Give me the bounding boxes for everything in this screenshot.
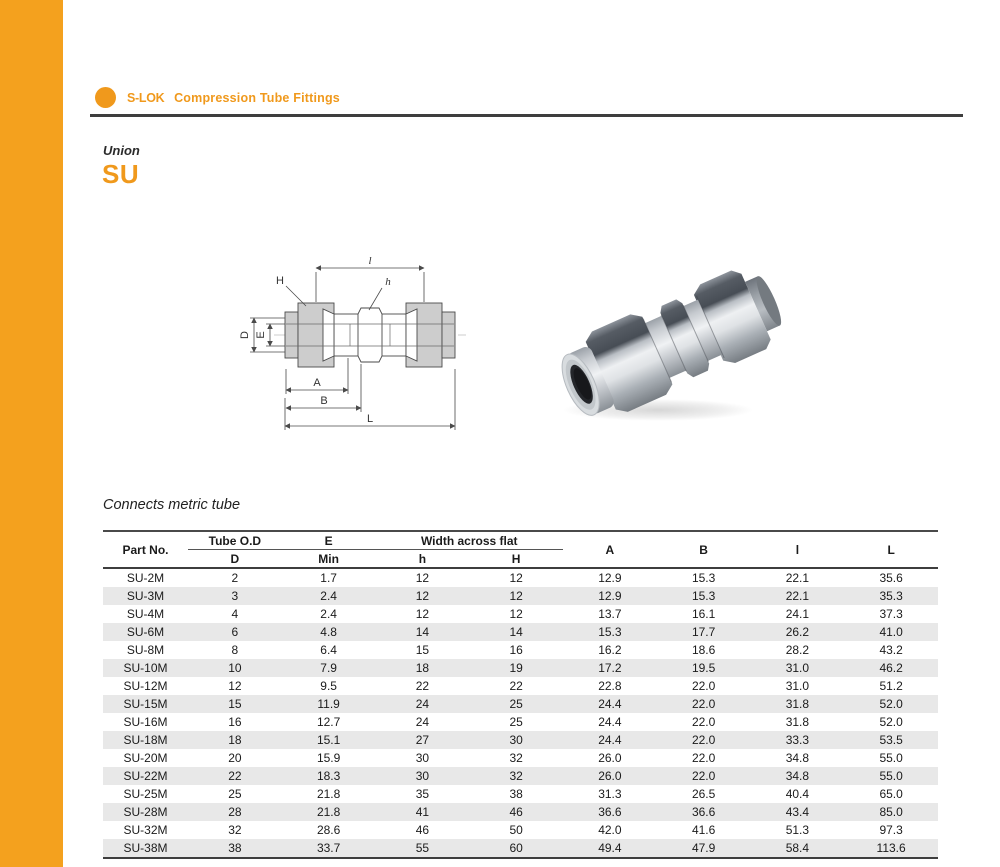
spec-table-body (103, 568, 938, 858)
cell-waf-h: 46 (415, 823, 430, 837)
cell-part-no: SU-10M (123, 661, 168, 675)
cell-l-upper: 37.3 (879, 607, 903, 621)
cell-part-no: SU-3M (126, 589, 165, 603)
cell-part-no: SU-12M (123, 679, 168, 693)
cell-l-upper: 52.0 (879, 715, 903, 729)
cell-l-upper: 35.6 (879, 571, 903, 585)
col-subheader-d: D (188, 550, 282, 569)
cell-a: 49.4 (563, 839, 657, 858)
table-row (103, 677, 938, 695)
cell-a: 31.3 (598, 787, 622, 801)
cell-b: 47.9 (657, 839, 751, 858)
table-row (103, 731, 938, 749)
cell-e-min: 21.8 (316, 805, 341, 819)
cell-e-min: 15.9 (316, 751, 341, 765)
cell-b: 22.0 (691, 751, 716, 765)
col-header-b: B (657, 531, 751, 568)
spec-table (103, 530, 938, 859)
dim-label-h: h (385, 276, 391, 288)
cell-l-upper: 55.0 (879, 751, 903, 765)
cell-b: 15.3 (691, 589, 716, 603)
table-caption: Connects metric tube (103, 497, 241, 513)
cell-l-upper: 35.3 (879, 589, 903, 603)
cell-e-min: 21.8 (316, 787, 341, 801)
cell-tube-od-d: 22 (228, 769, 242, 783)
spec-table-container (103, 530, 938, 859)
cell-l-lower: 22.1 (785, 589, 810, 603)
col-header-e: E (282, 531, 376, 550)
cell-tube-od-d: 16 (228, 715, 242, 729)
cell-part-no: SU-38M (103, 839, 188, 858)
cell-waf-h: 55 (376, 839, 470, 858)
col-subheader-h-cap: H (469, 550, 563, 569)
col-subheader-min: Min (282, 550, 376, 569)
cell-tube-od-d: 18 (228, 733, 242, 747)
cell-part-no: SU-15M (123, 697, 168, 711)
dim-label-H: H (276, 275, 284, 287)
cell-l-lower: 26.2 (785, 625, 810, 639)
cell-e-min: 18.3 (316, 769, 341, 783)
cell-waf-h: 27 (415, 733, 430, 747)
cell-l-lower: 22.1 (785, 571, 810, 585)
cell-l-lower: 33.3 (785, 733, 810, 747)
cell-part-no: SU-2M (126, 571, 165, 585)
cell-tube-od-d: 15 (228, 697, 242, 711)
cell-waf-h: 30 (415, 769, 430, 783)
cell-a: 15.3 (598, 625, 622, 639)
cell-part-no: SU-6M (126, 625, 165, 639)
cell-a: 16.2 (598, 643, 622, 657)
cell-e-min: 6.4 (320, 643, 337, 657)
cell-waf-h-cap: 19 (509, 661, 523, 675)
cell-a: 36.6 (598, 805, 622, 819)
cell-b: 18.6 (691, 643, 716, 657)
cell-a: 12.9 (598, 571, 622, 585)
cell-l-lower: 31.0 (785, 661, 810, 675)
cell-b: 41.6 (691, 823, 716, 837)
cell-a: 12.9 (598, 589, 622, 603)
cell-part-no: SU-16M (123, 715, 168, 729)
cell-waf-h: 22 (415, 679, 430, 693)
cell-e-min: 2.4 (320, 589, 337, 603)
cell-l-upper: 52.0 (879, 697, 903, 711)
table-row (103, 587, 938, 605)
table-row (103, 839, 938, 858)
cell-part-no: SU-28M (123, 805, 168, 819)
table-row (103, 713, 938, 731)
cell-l-upper: 113.6 (844, 839, 938, 858)
cell-waf-h-cap: 60 (469, 839, 563, 858)
cell-a: 17.2 (598, 661, 622, 675)
cell-waf-h: 41 (415, 805, 430, 819)
cell-part-no: SU-20M (123, 751, 168, 765)
dim-label-B: B (320, 395, 328, 407)
header-divider (90, 114, 963, 117)
cell-l-lower: 51.3 (785, 823, 810, 837)
cell-l-upper: 43.2 (879, 643, 903, 657)
col-header-width-across-flat: Width across flat (376, 531, 564, 550)
cell-e-min: 7.9 (320, 661, 337, 675)
cell-waf-h-cap: 32 (509, 751, 523, 765)
cell-l-upper: 97.3 (879, 823, 903, 837)
cell-waf-h: 18 (415, 661, 430, 675)
cell-waf-h-cap: 22 (509, 679, 523, 693)
cell-waf-h: 12 (415, 589, 430, 603)
cell-l-lower: 31.0 (785, 679, 810, 693)
table-row (103, 568, 938, 587)
cell-l-lower: 58.4 (751, 839, 845, 858)
dim-label-l: l (368, 255, 372, 267)
cell-e-min: 33.7 (282, 839, 376, 858)
cell-b: 22.0 (691, 679, 716, 693)
cell-b: 22.0 (691, 697, 716, 711)
cell-tube-od-d: 6 (231, 625, 239, 639)
page-title: Compression Tube Fittings (174, 91, 340, 105)
table-row (103, 659, 938, 677)
cell-part-no: SU-18M (123, 733, 168, 747)
cell-waf-h-cap: 46 (509, 805, 523, 819)
cell-b: 26.5 (691, 787, 716, 801)
cell-l-lower: 40.4 (785, 787, 810, 801)
cell-l-lower: 31.8 (785, 715, 810, 729)
cell-tube-od-d: 25 (228, 787, 242, 801)
col-header-tube-od: Tube O.D (188, 531, 282, 550)
cell-tube-od-d: 28 (228, 805, 242, 819)
cell-a: 24.4 (598, 733, 622, 747)
table-row (103, 767, 938, 785)
cell-e-min: 9.5 (320, 679, 337, 693)
table-row (103, 803, 938, 821)
cell-a: 26.0 (598, 769, 622, 783)
cell-tube-od-d: 3 (231, 589, 239, 603)
cell-e-min: 11.9 (317, 697, 340, 711)
cell-l-upper: 41.0 (879, 625, 903, 639)
cell-b: 22.0 (691, 733, 716, 747)
cell-waf-h: 12 (415, 607, 430, 621)
cell-e-min: 1.7 (320, 571, 337, 585)
cell-l-upper: 65.0 (879, 787, 903, 801)
accent-sidebar (0, 0, 63, 867)
cell-l-lower: 24.1 (785, 607, 810, 621)
dim-label-A: A (313, 377, 321, 389)
cell-part-no: SU-4M (126, 607, 165, 621)
table-row (103, 821, 938, 839)
technical-drawing (228, 248, 492, 443)
brand-name: S-LOK (127, 91, 165, 105)
cell-b: 17.7 (691, 625, 716, 639)
cell-l-lower: 31.8 (785, 697, 810, 711)
cell-waf-h: 15 (415, 643, 430, 657)
cell-tube-od-d: 2 (231, 571, 239, 585)
cell-e-min: 28.6 (316, 823, 341, 837)
body-section (323, 308, 417, 362)
cell-waf-h-cap: 50 (509, 823, 523, 837)
cell-waf-h-cap: 25 (509, 715, 523, 729)
brand-dot-icon (95, 87, 116, 108)
cell-waf-h: 12 (415, 571, 430, 585)
cell-waf-h-cap: 38 (509, 787, 523, 801)
cell-l-upper: 51.2 (879, 679, 903, 693)
cell-part-no: SU-22M (123, 769, 168, 783)
cell-tube-od-d: 10 (228, 661, 242, 675)
table-row (103, 695, 938, 713)
cell-l-lower: 34.8 (785, 751, 810, 765)
cell-b: 22.0 (691, 715, 716, 729)
dim-label-L: L (366, 413, 374, 425)
cell-e-min: 2.4 (320, 607, 337, 621)
cell-a: 22.8 (598, 679, 622, 693)
cell-a: 24.4 (598, 697, 622, 711)
cell-part-no: SU-8M (126, 643, 165, 657)
cell-tube-od-d: 4 (231, 607, 239, 621)
cell-l-upper: 55.0 (879, 769, 903, 783)
cell-e-min: 12.7 (316, 715, 341, 729)
cell-waf-h-cap: 14 (509, 625, 523, 639)
col-header-l-lower: l (751, 531, 845, 568)
cell-l-lower: 34.8 (785, 769, 810, 783)
cell-waf-h-cap: 16 (509, 643, 523, 657)
cell-e-min: 15.1 (316, 733, 341, 747)
cell-l-upper: 85.0 (879, 805, 903, 819)
product-photo (540, 258, 810, 438)
cell-waf-h: 14 (415, 625, 430, 639)
cell-waf-h: 30 (415, 751, 430, 765)
col-header-a: A (563, 531, 657, 568)
cell-part-no: SU-32M (123, 823, 168, 837)
col-subheader-h: h (376, 550, 470, 569)
dim-label-E: E (255, 331, 267, 339)
cell-waf-h-cap: 12 (509, 589, 523, 603)
cell-waf-h: 35 (415, 787, 430, 801)
cell-tube-od-d: 8 (231, 643, 239, 657)
cell-a: 26.0 (598, 751, 622, 765)
table-row (103, 641, 938, 659)
cell-l-upper: 46.2 (879, 661, 903, 675)
dim-label-D: D (239, 331, 251, 339)
cell-waf-h-cap: 32 (509, 769, 523, 783)
table-row (103, 785, 938, 803)
table-row (103, 749, 938, 767)
cell-b: 36.6 (691, 805, 716, 819)
cell-a: 42.0 (598, 823, 622, 837)
table-row (103, 605, 938, 623)
cell-a: 24.4 (598, 715, 622, 729)
cell-l-lower: 43.4 (785, 805, 810, 819)
cell-b: 19.5 (691, 661, 716, 675)
cell-e-min: 4.8 (320, 625, 337, 639)
cell-l-upper: 53.5 (879, 733, 903, 747)
cell-b: 16.1 (691, 607, 716, 621)
cell-tube-od-d: 12 (228, 679, 242, 693)
cell-b: 15.3 (691, 571, 716, 585)
cell-tube-od-d: 38 (188, 839, 282, 858)
cell-waf-h-cap: 30 (509, 733, 523, 747)
cell-l-lower: 28.2 (785, 643, 810, 657)
page-header (127, 91, 340, 105)
col-header-part-no: Part No. (103, 531, 188, 568)
cell-waf-h-cap: 12 (509, 607, 523, 621)
cell-waf-h-cap: 12 (509, 571, 523, 585)
table-row (103, 623, 938, 641)
cell-tube-od-d: 32 (228, 823, 242, 837)
cell-b: 22.0 (691, 769, 716, 783)
cell-waf-h: 24 (415, 715, 430, 729)
cell-tube-od-d: 20 (228, 751, 242, 765)
product-family: Union (103, 143, 140, 158)
cell-a: 13.7 (598, 607, 622, 621)
cell-part-no: SU-25M (123, 787, 168, 801)
cell-waf-h: 24 (415, 697, 430, 711)
col-header-l-upper: L (844, 531, 938, 568)
product-code: SU (102, 159, 140, 189)
cell-waf-h-cap: 25 (509, 697, 523, 711)
